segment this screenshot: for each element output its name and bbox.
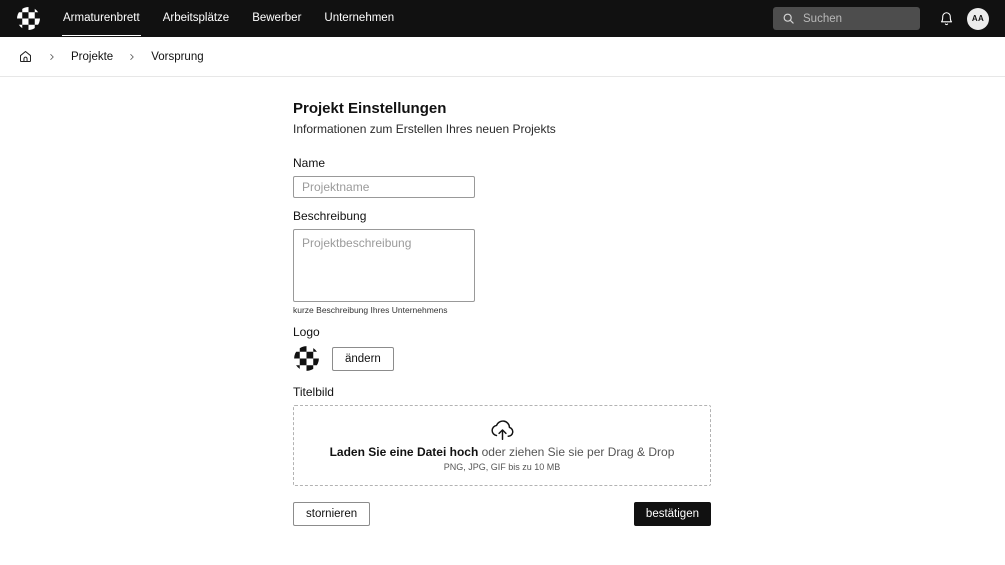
upload-cta-rest: oder ziehen Sie sie per Drag & Drop bbox=[478, 445, 675, 459]
breadcrumb-item-vorsprung[interactable]: Vorsprung bbox=[151, 50, 204, 63]
upload-cta-text bbox=[330, 445, 675, 459]
nav-item-unternehmen[interactable]: Unternehmen bbox=[324, 12, 395, 25]
notifications-bell-icon[interactable] bbox=[939, 11, 954, 27]
main-nav bbox=[62, 0, 395, 37]
project-name-input[interactable] bbox=[293, 176, 475, 198]
search-icon bbox=[782, 12, 795, 25]
search-input[interactable] bbox=[773, 7, 920, 30]
nav-item-armaturenbrett[interactable]: Armaturenbrett bbox=[62, 1, 141, 36]
project-logo-icon bbox=[293, 345, 320, 372]
project-settings-form bbox=[293, 100, 711, 526]
search-placeholder: Suchen bbox=[803, 12, 843, 25]
upload-hint-text: PNG, JPG, GIF bis zu 10 MB bbox=[443, 462, 561, 472]
upload-cta-bold: Laden Sie eine Datei hoch bbox=[329, 445, 479, 459]
project-description-textarea[interactable] bbox=[293, 229, 475, 302]
page-subtitle: Informationen zum Erstellen Ihres neuen Projekts bbox=[293, 122, 556, 136]
nav-item-arbeitsplaetze[interactable]: Arbeitsplätze bbox=[162, 12, 230, 25]
form-actions bbox=[293, 502, 711, 526]
logo-row bbox=[293, 345, 711, 372]
page-title: Projekt Einstellungen bbox=[293, 100, 447, 117]
chevron-right-icon bbox=[127, 52, 137, 62]
logo-label: Logo bbox=[293, 325, 320, 339]
cover-upload-dropzone[interactable] bbox=[293, 405, 711, 486]
user-avatar[interactable]: AA bbox=[967, 8, 989, 30]
description-helper-text: kurze Beschreibung Ihres Unternehmens bbox=[293, 305, 448, 315]
home-icon[interactable] bbox=[18, 49, 33, 64]
app-logo-icon[interactable] bbox=[16, 6, 41, 31]
cloud-upload-icon bbox=[489, 419, 516, 442]
cancel-button[interactable]: stornieren bbox=[293, 502, 370, 526]
name-label: Name bbox=[293, 156, 326, 170]
top-navigation-bar bbox=[0, 0, 1005, 37]
confirm-button[interactable]: bestätigen bbox=[634, 502, 711, 526]
description-label: Beschreibung bbox=[293, 209, 367, 223]
breadcrumb-item-projekte[interactable]: Projekte bbox=[71, 50, 114, 63]
chevron-right-icon bbox=[47, 52, 57, 62]
cover-image-label: Titelbild bbox=[293, 385, 334, 399]
change-logo-button[interactable]: ändern bbox=[332, 347, 394, 371]
breadcrumb bbox=[0, 37, 1005, 77]
nav-item-bewerber[interactable]: Bewerber bbox=[252, 12, 302, 25]
